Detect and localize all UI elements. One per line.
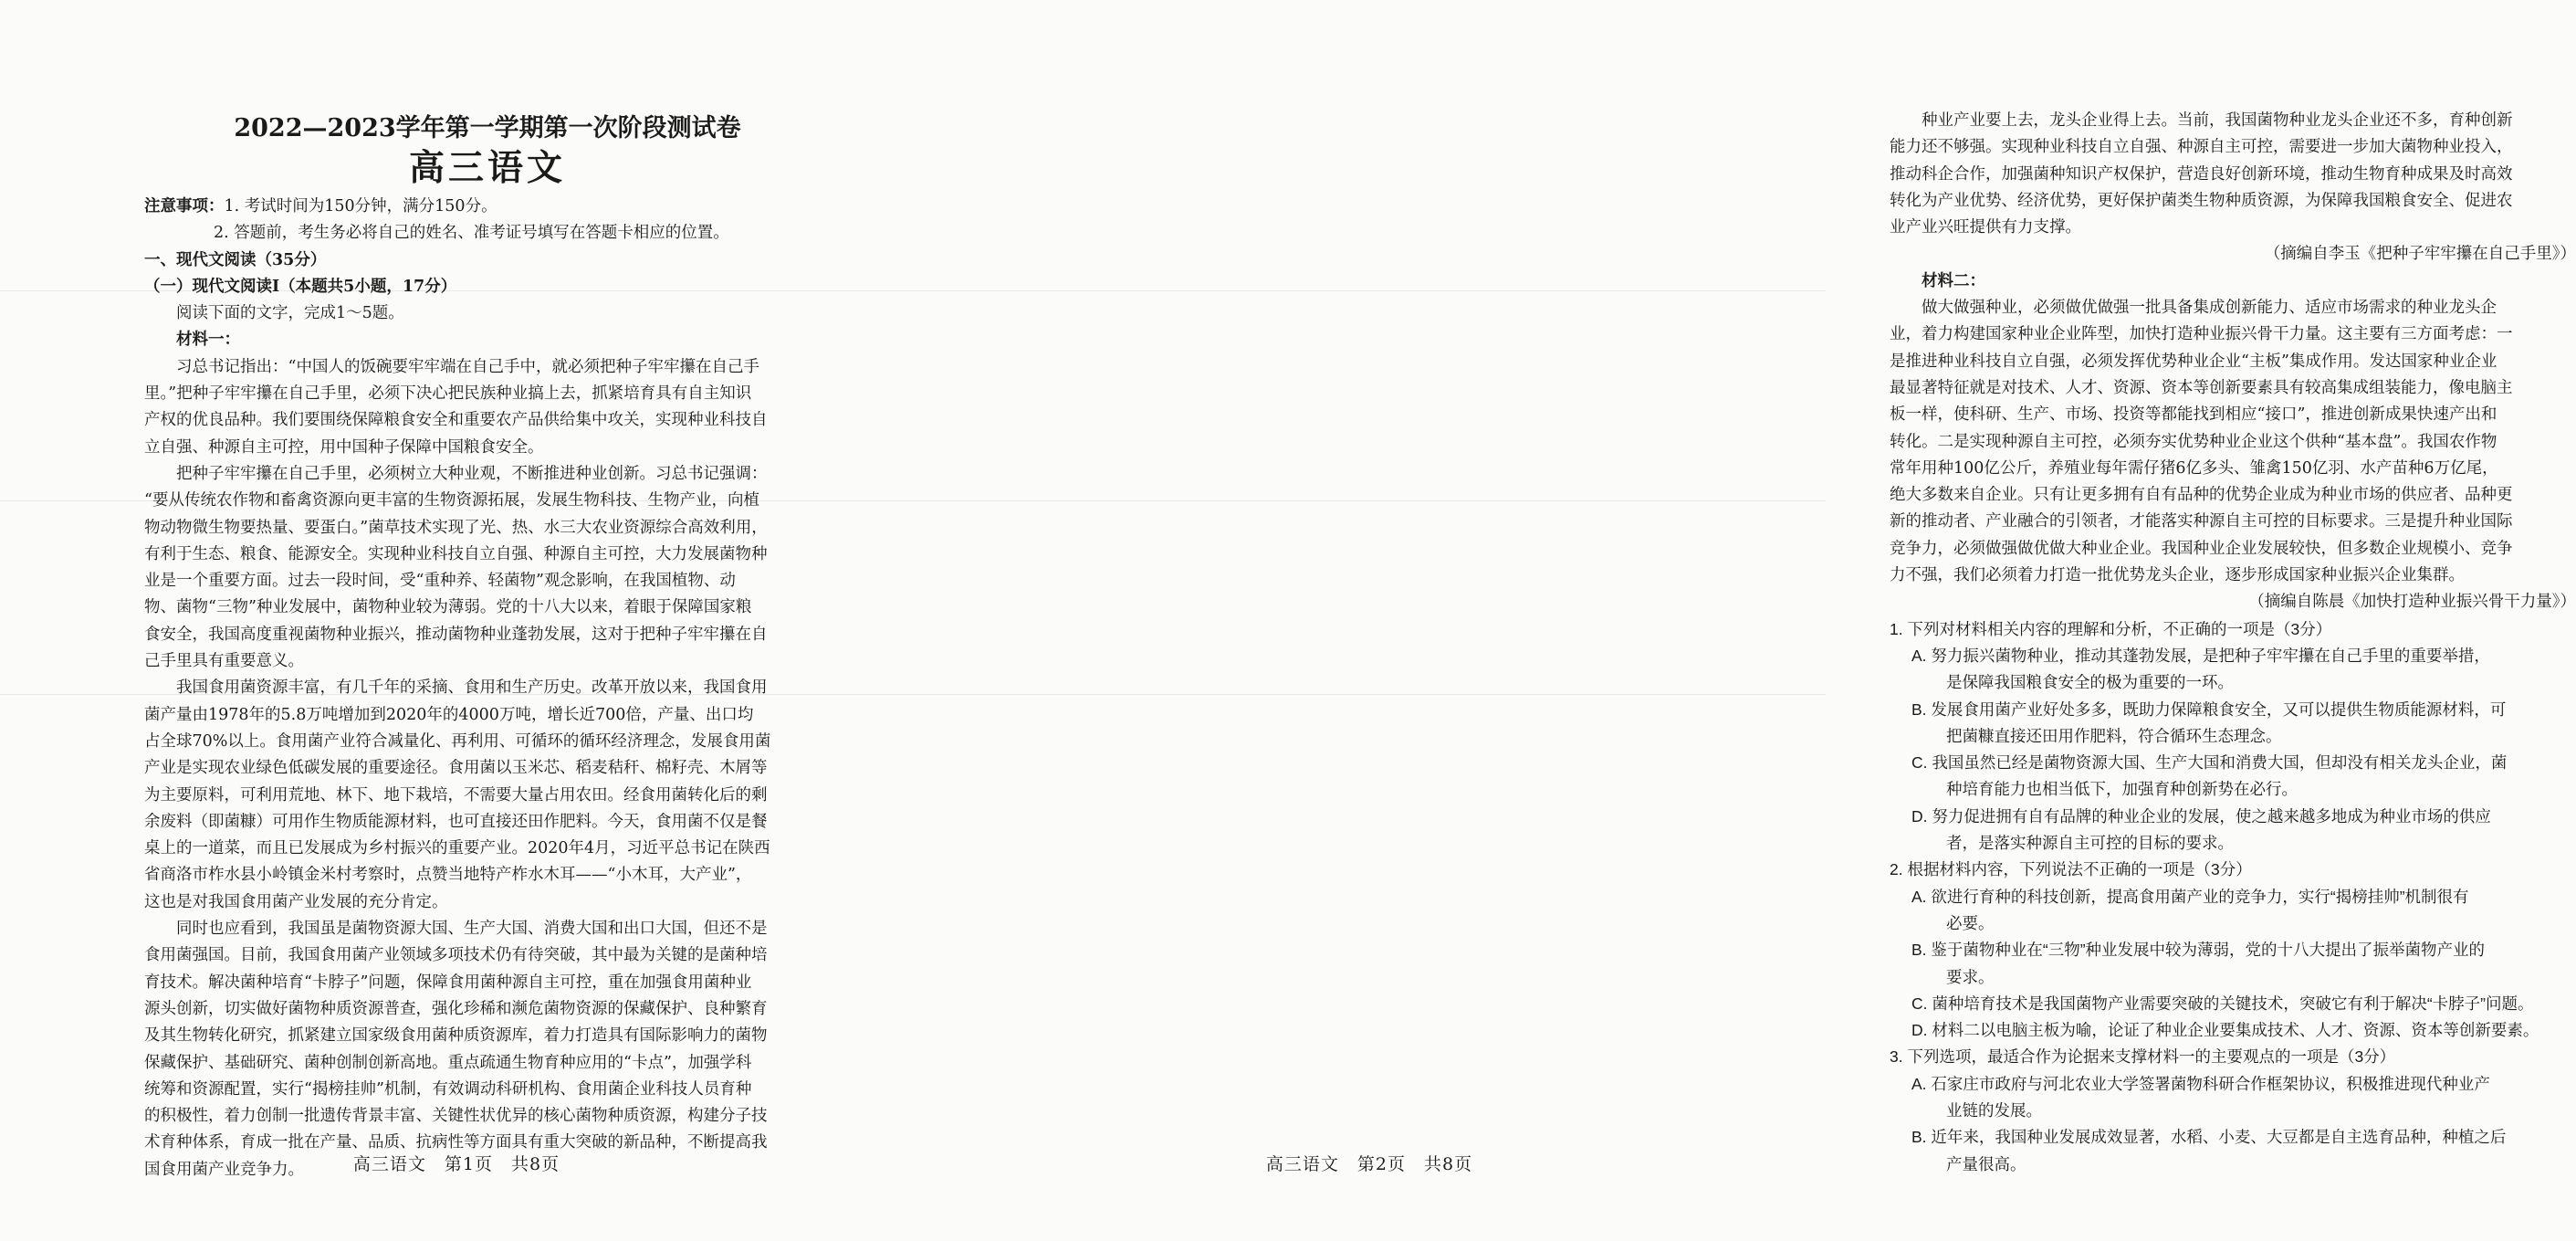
paragraph-line: 绝大多数来自企业。只有让更多拥有自有品种的优势企业成为种业市场的供应者、品种更 [1890, 486, 2513, 505]
option-1b-cont: 把菌糠直接还田用作肥料，符合循环生态理念。 [1946, 726, 2282, 745]
option-3a-cont: 业链的发展。 [1946, 1100, 2042, 1120]
paragraph-line: 竞争力，必须做强做优做大种业企业。我国种业企业发展较快，但多数企业规模小、竞争 [1890, 539, 2513, 558]
paragraph-line: 力不强，我们必须着力打造一批优势龙头企业，逐步形成国家种业振兴企业集群。 [1890, 566, 2465, 585]
paragraph-line: 常年用种100亿公斤，养殖业每年需仔猪6亿多头、雏禽150亿羽、水产苗种6万亿尾， [1890, 458, 2498, 478]
paragraph-line: 这也是对我国食用菌产业发展的充分肯定。 [144, 892, 448, 911]
paragraph-line: 产权的优良品种。我们要围绕保障粮食安全和重要农产品供给集中攻关，实现种业科技自 [144, 411, 768, 430]
paragraph-line: 保藏保护、基础研究、菌种创制创新高地。重点疏通生物育种应用的“卡点”，加强学科 [144, 1053, 752, 1072]
page2-content [1890, 108, 2576, 1178]
paragraph-line: 国食用菌产业竞争力。 [144, 1160, 304, 1179]
paragraph-line: 有利于生态、粮食、能源安全。实现种业科技自立自强、种源自主可控，大力发展菌物种 [144, 544, 768, 563]
paragraph-line: 能力还不够强。实现种业科技自立自强、种源自主可控，需要进一步加大菌物种业投入， [1890, 138, 2513, 157]
paragraph-line: 占全球70%以上。食用菌产业符合减量化、再利用、可循环的循环经济理念，发展食用菌 [144, 731, 771, 751]
exam-title: 2022—2023学年第一学期第一次阶段测试卷 [234, 114, 741, 142]
paragraph-line: 物、菌物“三物”种业发展中，菌物种业较为薄弱。党的十八大以来，着眼于保障国家粮 [144, 598, 752, 617]
option-3a: A. 石家庄市政府与河北农业大学签署菌物科研合作框架协议，积极推进现代种业产 [1911, 1074, 2490, 1093]
source-attribution: （摘编自陈晨《加快打造种业振兴骨干力量》） [2248, 593, 2576, 612]
paragraph-line: 为主要原料，可利用荒地、林下、地下栽培，不需要大量占用农田。经食用菌转化后的剩 [144, 785, 768, 805]
notice-1: 1. 考试时间为150分钟，满分150分。 [224, 197, 497, 216]
option-1a: A. 努力振兴菌物种业，推动其蓬勃发展，是把种子牢牢攥在自己手里的重要举措， [1911, 646, 2490, 665]
paragraph-line: 食用菌强国。目前，我国食用菌产业领域多项技术仍有待突破，其中最为关键的是菌种培 [144, 946, 768, 965]
exam-page-1 [0, 0, 913, 1241]
source-attribution: （摘编自李玉《把种子牢牢攥在自己手里》） [2264, 245, 2576, 264]
paragraph-line: 转化为产业优势、经济优势，更好保护菌类生物种质资源，为保障我国粮食安全、促进农 [1890, 191, 2513, 210]
option-1a-cont: 是保障我国粮食安全的极为重要的一环。 [1946, 673, 2234, 692]
paragraph-line: 推动科企合作，加强菌种知识产权保护，营造良好创新环境，推动生物育种成果及时高效 [1890, 164, 2513, 184]
material2-label: 材料二： [1922, 271, 1985, 290]
paragraph-line: 我国食用菌资源丰富，有几千年的采摘、食用和生产历史。改革开放以来，我国食用 [176, 678, 768, 698]
instruction: 阅读下面的文字，完成1～5题。 [176, 304, 404, 323]
option-3b: B. 近年来，我国种业发展成效显著，水稻、小麦、大豆都是自主选育品种，种植之后 [1911, 1128, 2507, 1147]
paragraph-line: 业产业兴旺提供有力支撑。 [1890, 218, 2081, 237]
material1-label: 材料一： [176, 331, 240, 350]
option-2b-cont: 要求。 [1946, 967, 1995, 986]
paragraph-line: 物动物微生物要热量、要蛋白。”菌草技术实现了光、热、水三大农业资源综合高效利用， [144, 518, 768, 537]
paragraph-line: 新的推动者、产业融合的引领者，才能落实种源自主可控的目标要求。三是提升种业国际 [1890, 512, 2513, 531]
paragraph-line: 转化。二是实现种源自主可控，必须夯实优势种业企业这个供种“基本盘”。我国农作物 [1890, 432, 2497, 451]
section-heading: 一、现代文阅读（35分） [144, 250, 327, 269]
question-3: 3. 下列选项，最适合作为论据来支撑材料一的主要观点的一项是（3分） [1890, 1047, 2396, 1067]
subsection-heading: （一）现代文阅读Ⅰ（本题共5小题，17分） [144, 277, 457, 296]
paragraph-line: 统筹和资源配置，实行“揭榜挂帅”机制，有效调动科研机构、食用菌企业科技人员育种 [144, 1079, 752, 1099]
paragraph-line: 做大做强种业，必须做优做强一批具备集成创新能力、适应市场需求的种业龙头企 [1922, 299, 2497, 318]
option-2a-cont: 必要。 [1946, 913, 1995, 932]
paragraph-line: 源头创新，切实做好菌物种质资源普查，强化珍稀和濒危菌物资源的保藏保护、良种繁育 [144, 999, 768, 1018]
paragraph-line: 最显著特征就是对技术、人才、资源、资本等创新要素具有较高集成组装能力，像电脑主 [1890, 378, 2513, 397]
option-1c-cont: 种培育能力也相当低下，加强育种创新势在必行。 [1946, 780, 2298, 799]
option-1b: B. 发展食用菌产业好处多多，既助力保障粮食安全，又可以提供生物质能源材料，可 [1911, 699, 2507, 719]
exam-page-2 [913, 0, 2576, 1241]
notice-2: 2. 答题前，考生务必将自己的姓名、准考证号填写在答题卡相应的位置。 [214, 224, 729, 243]
paragraph-line: “要从传统农作物和畜禽资源向更丰富的生物资源拓展，发展生物科技、生物产业，向植 [144, 491, 759, 510]
paragraph-line: 习总书记指出：“中国人的饭碗要牢牢端在自己手中，就必须把种子牢牢攥在自己手 [176, 357, 759, 376]
page-footer: 高三语文 第1页 共8页 [352, 1154, 560, 1174]
option-1c: C. 我国虽然已经是菌物资源大国、生产大国和消费大国，但却没有相关龙头企业，菌 [1911, 753, 2508, 773]
paragraph-line: 立自强、种源自主可控，用中国种子保障中国粮食安全。 [144, 437, 544, 457]
option-2d: D. 材料二以电脑主板为喻，论证了种业企业要集成技术、人才、资源、资本等创新要素。 [1911, 1021, 2539, 1040]
paragraph-line: 术育种体系，育成一批在产量、品质、抗病性等方面具有重大突破的新品种，不断提高我 [144, 1133, 768, 1152]
paragraph-line: 余废料（即菌糠）可用作生物质能源材料，也可直接还田作肥料。今天，食用菌不仅是餐 [144, 812, 768, 831]
option-2b: B. 鉴于菌物种业在“三物”种业发展中较为薄弱，党的十八大提出了振举菌物产业的 [1911, 941, 2486, 960]
paragraph-line: 里。”把种子牢牢攥在自己手里，必须下决心把民族种业搞上去，抓紧培育具有自主知识 [144, 384, 752, 404]
question-1: 1. 下列对材料相关内容的理解和分析，不正确的一项是（3分） [1890, 619, 2332, 638]
exam-subject: 高三语文 [408, 147, 566, 189]
paragraph-line: 桌上的一道菜，而且已发展成为乡村振兴的重要产业。2020年4月，习近平总书记在陕西 [144, 839, 770, 858]
paragraph-line: 业是一个重要方面。过去一段时间，受“重种养、轻菌物”观念影响，在我国植物、动 [144, 572, 736, 591]
option-1d: D. 努力促进拥有自有品牌的种业企业的发展，使之越来越多地成为种业市场的供应 [1911, 806, 2491, 826]
notice-label: 注意事项： [144, 197, 225, 216]
page1-content [144, 111, 831, 1183]
paragraph-line: 己手里具有重要意义。 [144, 652, 304, 671]
paragraph-line: 产业是实现农业绿色低碳发展的重要途径。食用菌以玉米芯、稻麦秸秆、棉籽壳、木屑等 [144, 759, 768, 778]
paragraph-line: 同时也应看到，我国虽是菌物资源大国、生产大国、消费大国和出口大国，但还不是 [176, 920, 768, 939]
paragraph-line: 种业产业要上去，龙头企业得上去。当前，我国菌物种业龙头企业还不多，育种创新 [1922, 111, 2513, 130]
option-2a: A. 欲进行育种的科技创新，提高食用菌产业的竞争力，实行“揭榜挂帅”机制很有 [1911, 887, 2469, 906]
paragraph-line: 菌产量由1978年的5.8万吨增加到2020年的4000万吨，增长近700倍，产量、出口均 [144, 705, 754, 724]
option-2c: C. 菌种培育技术是我国菌物产业需要突破的关键技术，突破它有利于解决“卡脖子”问题。 [1911, 994, 2534, 1013]
option-1d-cont: 者，是落实种源自主可控的目标的要求。 [1946, 834, 2234, 853]
question-2: 2. 根据材料内容，下列说法不正确的一项是（3分） [1890, 860, 2252, 879]
paragraph-line: 是推进种业科技自立自强，必须发挥优势种业企业“主板”集成作用。发达国家种业企业 [1890, 352, 2497, 371]
paragraph-line: 及其生物转化研究，抓紧建立国家级食用菌种质资源库，着力打造具有国际影响力的菌物 [144, 1026, 768, 1046]
option-3b-cont: 产量很高。 [1946, 1154, 2026, 1173]
page-footer: 高三语文 第2页 共8页 [1265, 1154, 1473, 1174]
paragraph-line: 育技术。解决菌种培育“卡脖子”问题，保障食用菌种源自主可控，重在加强食用菌种业 [144, 973, 752, 992]
paragraph-line: 的积极性，着力创制一批遗传背景丰富、关键性状优异的核心菌物种质资源，构建分子技 [144, 1107, 768, 1126]
paragraph-line: 省商洛市柞水县小岭镇金米村考察时，点赞当地特产柞水木耳——“小木耳，大产业”， [144, 866, 752, 885]
paragraph-line: 食安全，我国高度重视菌物种业振兴，推动菌物种业蓬勃发展，这对于把种子牢牢攥在自 [144, 625, 768, 644]
notice-line-1 [144, 194, 831, 220]
paragraph-line: 把种子牢牢攥在自己手里，必须树立大种业观，不断推进种业创新。习总书记强调： [176, 464, 768, 483]
paragraph-line: 板一样，使科研、生产、市场、投资等都能找到相应“接口”，推进创新成果快速产出和 [1890, 405, 2497, 425]
paragraph-line: 业，着力构建国家种业企业阵型，加快打造种业振兴骨干力量。这主要有三方面考虑：一 [1890, 325, 2513, 344]
